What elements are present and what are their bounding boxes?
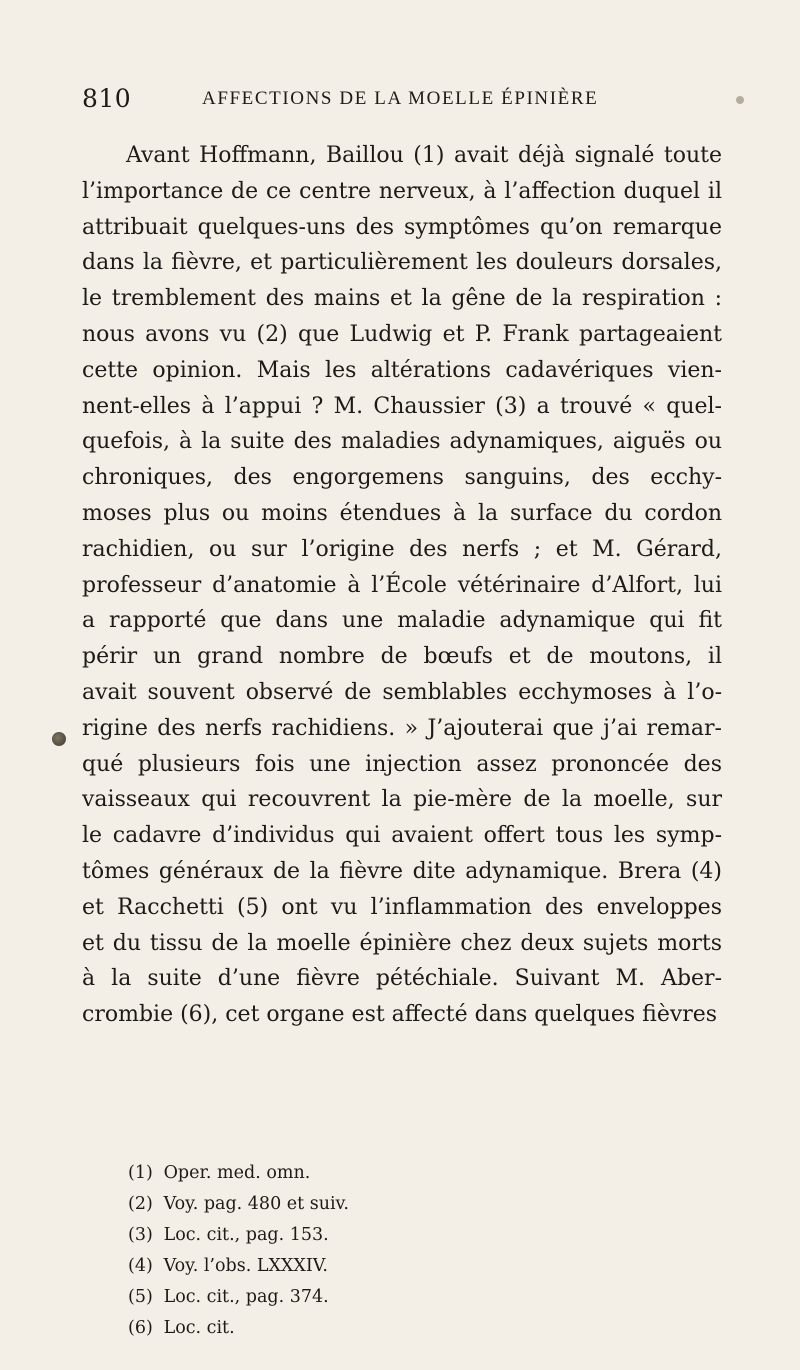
footnote-number: (4) bbox=[128, 1256, 153, 1276]
footnote bbox=[128, 1189, 688, 1220]
footnote-text: Loc. cit., pag. 153. bbox=[163, 1225, 329, 1245]
footnote-text: Loc. cit., pag. 374. bbox=[163, 1287, 329, 1307]
text-line: avait souvent observé de semblables ecchymoses à l’o- bbox=[82, 679, 722, 705]
footnote-number: (6) bbox=[128, 1318, 153, 1338]
text-line: à la suite d’une fièvre pétéchiale. Suivant M. Aber- bbox=[82, 966, 722, 992]
text-line: cette opinion. Mais les altérations cadavériques vien- bbox=[82, 357, 722, 383]
text-line: qué plusieurs fois une injection assez prononcée des bbox=[82, 751, 722, 777]
text-line: crombie (6), cet organe est affecté dans quelques fièvres bbox=[82, 1002, 718, 1028]
text-line: l’importance de ce centre nerveux, à l’affection duquel il bbox=[82, 178, 722, 204]
paper-stain bbox=[736, 96, 744, 104]
page-number: 810 bbox=[82, 84, 132, 113]
text-line: le tremblement des mains et la gêne de la respiration : bbox=[82, 286, 722, 312]
text-line: a rapporté que dans une maladie adynamique qui fit bbox=[82, 608, 722, 634]
footnote bbox=[128, 1251, 688, 1282]
page-header bbox=[82, 84, 722, 118]
text-line: chroniques, des engorgemens sanguins, des ecchy- bbox=[82, 465, 722, 491]
footnote-text: Voy. l’obs. LXXXIV. bbox=[163, 1256, 328, 1276]
body-paragraph bbox=[82, 138, 722, 1033]
footnote-text: Voy. pag. 480 et suiv. bbox=[163, 1194, 349, 1214]
footnotes bbox=[128, 1158, 688, 1344]
text-line: nent-elles à l’appui ? M. Chaussier (3) a trouvé « quel- bbox=[82, 393, 722, 419]
footnote bbox=[128, 1313, 688, 1344]
footnote-number: (2) bbox=[128, 1194, 153, 1214]
text-line: le cadavre d’individus qui avaient offert tous les symp- bbox=[82, 823, 722, 849]
text-line: professeur d’anatomie à l’École vétérinaire d’Alfort, lui bbox=[82, 572, 722, 598]
running-head: AFFECTIONS DE LA MOELLE ÉPINIÈRE bbox=[202, 88, 599, 109]
footnote bbox=[128, 1158, 688, 1189]
margin-ink-mark bbox=[52, 732, 66, 746]
footnote-number: (1) bbox=[128, 1163, 153, 1183]
text-line: nous avons vu (2) que Ludwig et P. Frank partageaient bbox=[82, 321, 722, 347]
text-line: et du tissu de la moelle épinière chez deux sujets morts bbox=[82, 930, 722, 956]
text-line: rigine des nerfs rachidiens. » J’ajouterai que j’ai remar- bbox=[82, 715, 722, 741]
footnote-number: (5) bbox=[128, 1287, 153, 1307]
text-line: vaisseaux qui recouvrent la pie-mère de la moelle, sur bbox=[82, 787, 722, 813]
footnote-text: Loc. cit. bbox=[163, 1318, 235, 1338]
text-line: attribuait quelques-uns des symptômes qu’on remarque bbox=[82, 214, 722, 240]
text-line: périr un grand nombre de bœufs et de moutons, il bbox=[82, 644, 722, 670]
footnote-number: (3) bbox=[128, 1225, 153, 1245]
footnote bbox=[128, 1282, 688, 1313]
text-line: quefois, à la suite des maladies adynamiques, aiguës ou bbox=[82, 429, 722, 455]
text-line: dans la fièvre, et particulièrement les douleurs dorsales, bbox=[82, 250, 722, 276]
text-line: moses plus ou moins étendues à la surface du cordon bbox=[82, 500, 722, 526]
footnote bbox=[128, 1220, 688, 1251]
text-line: tômes généraux de la fièvre dite adynamique. Brera (4) bbox=[82, 858, 722, 884]
text-line: Avant Hoffmann, Baillou (1) avait déjà signalé toute bbox=[126, 143, 722, 168]
text-line: et Racchetti (5) ont vu l’inflammation des enveloppes bbox=[82, 894, 722, 920]
text-line: rachidien, ou sur l’origine des nerfs ; et M. Gérard, bbox=[82, 536, 722, 562]
footnote-text: Oper. med. omn. bbox=[163, 1163, 311, 1183]
